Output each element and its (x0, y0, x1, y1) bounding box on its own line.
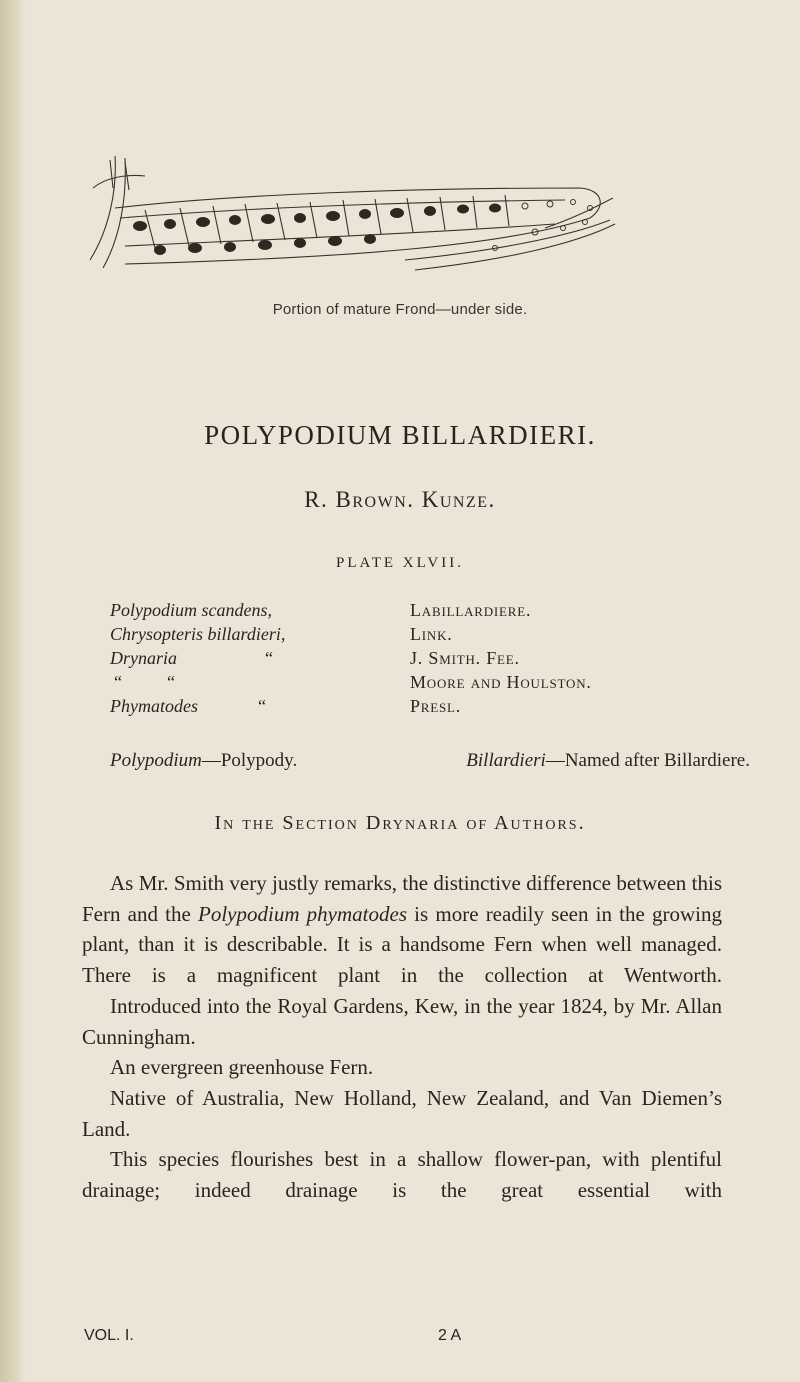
paragraph: Introduced into the Royal Gardens, Kew, in the year 1824, by Mr. Allan Cunningham. (82, 993, 722, 1049)
italic-term: Polypodium phymatodes (198, 901, 407, 926)
title-authors: R. Brown. Kunze. (304, 487, 496, 512)
text-run: As Mr. Smith very justly remarks, the distinctive difference between this Fern and the (82, 871, 722, 926)
etymology (110, 750, 750, 772)
paragraph: An evergreen greenhouse Fern. (110, 1055, 374, 1080)
synonym-row (110, 622, 720, 646)
section-heading: In the Section Drynaria of Authors. (214, 812, 586, 834)
body-text (82, 868, 722, 1206)
synonym-authority: Link. (410, 624, 453, 644)
synonym-name: Drynaria (110, 648, 177, 668)
text-run: is more readily seen in the growing plant, than it is describable. It is a handsome Fern when well managed. There is a magnificent plant in the collection at Wentworth. (82, 901, 722, 988)
genus-meaning: —Polypody. (201, 750, 298, 771)
synonym-name: Phymatodes (110, 696, 198, 716)
species-etymology (466, 750, 750, 772)
synonym-authority: Moore and Houlston. (410, 672, 592, 692)
ditto-mark: “ (265, 648, 273, 668)
paragraph: Native of Australia, New Holland, New Zealand, and Van Diemen’s Land. (82, 1085, 722, 1141)
genus-etymology (110, 750, 297, 772)
ditto-mark: “ “ (114, 672, 175, 692)
page-title: POLYPODIUM BILLARDIERI. (204, 420, 596, 450)
frond-illustration (85, 148, 645, 288)
ditto-mark: “ (257, 696, 266, 716)
page-edge-shadow (0, 0, 26, 1382)
species-meaning: —Named after Billardiere. (545, 750, 750, 771)
paragraph (82, 868, 722, 991)
synonym-authority: Labillardiere. (410, 600, 532, 620)
synonym-name: Chrysopteris billardieri, (110, 624, 286, 644)
synonym-authority: Presl. (410, 696, 462, 716)
genus-term: Polypodium (110, 750, 202, 771)
species-term: Billardieri (466, 750, 546, 771)
figure-caption: Portion of mature Frond—under side. (272, 301, 528, 318)
volume-label: VOL. I. (84, 1327, 134, 1344)
signature-mark: 2 A (438, 1327, 462, 1344)
synonym-name: Polypodium scandens, (110, 600, 272, 620)
synonym-row (110, 646, 720, 670)
paragraph: This species flourishes best in a shallow flower-pan, with plentiful drainage; indeed drainage is the great essential with (82, 1147, 722, 1203)
plate-number: PLATE XLVII. (336, 555, 464, 571)
synonym-authority: J. Smith. Fee. (410, 648, 520, 668)
synonym-row (110, 670, 720, 694)
synonym-row (110, 598, 720, 622)
synonymy-table (110, 598, 720, 718)
synonym-row (110, 694, 720, 718)
